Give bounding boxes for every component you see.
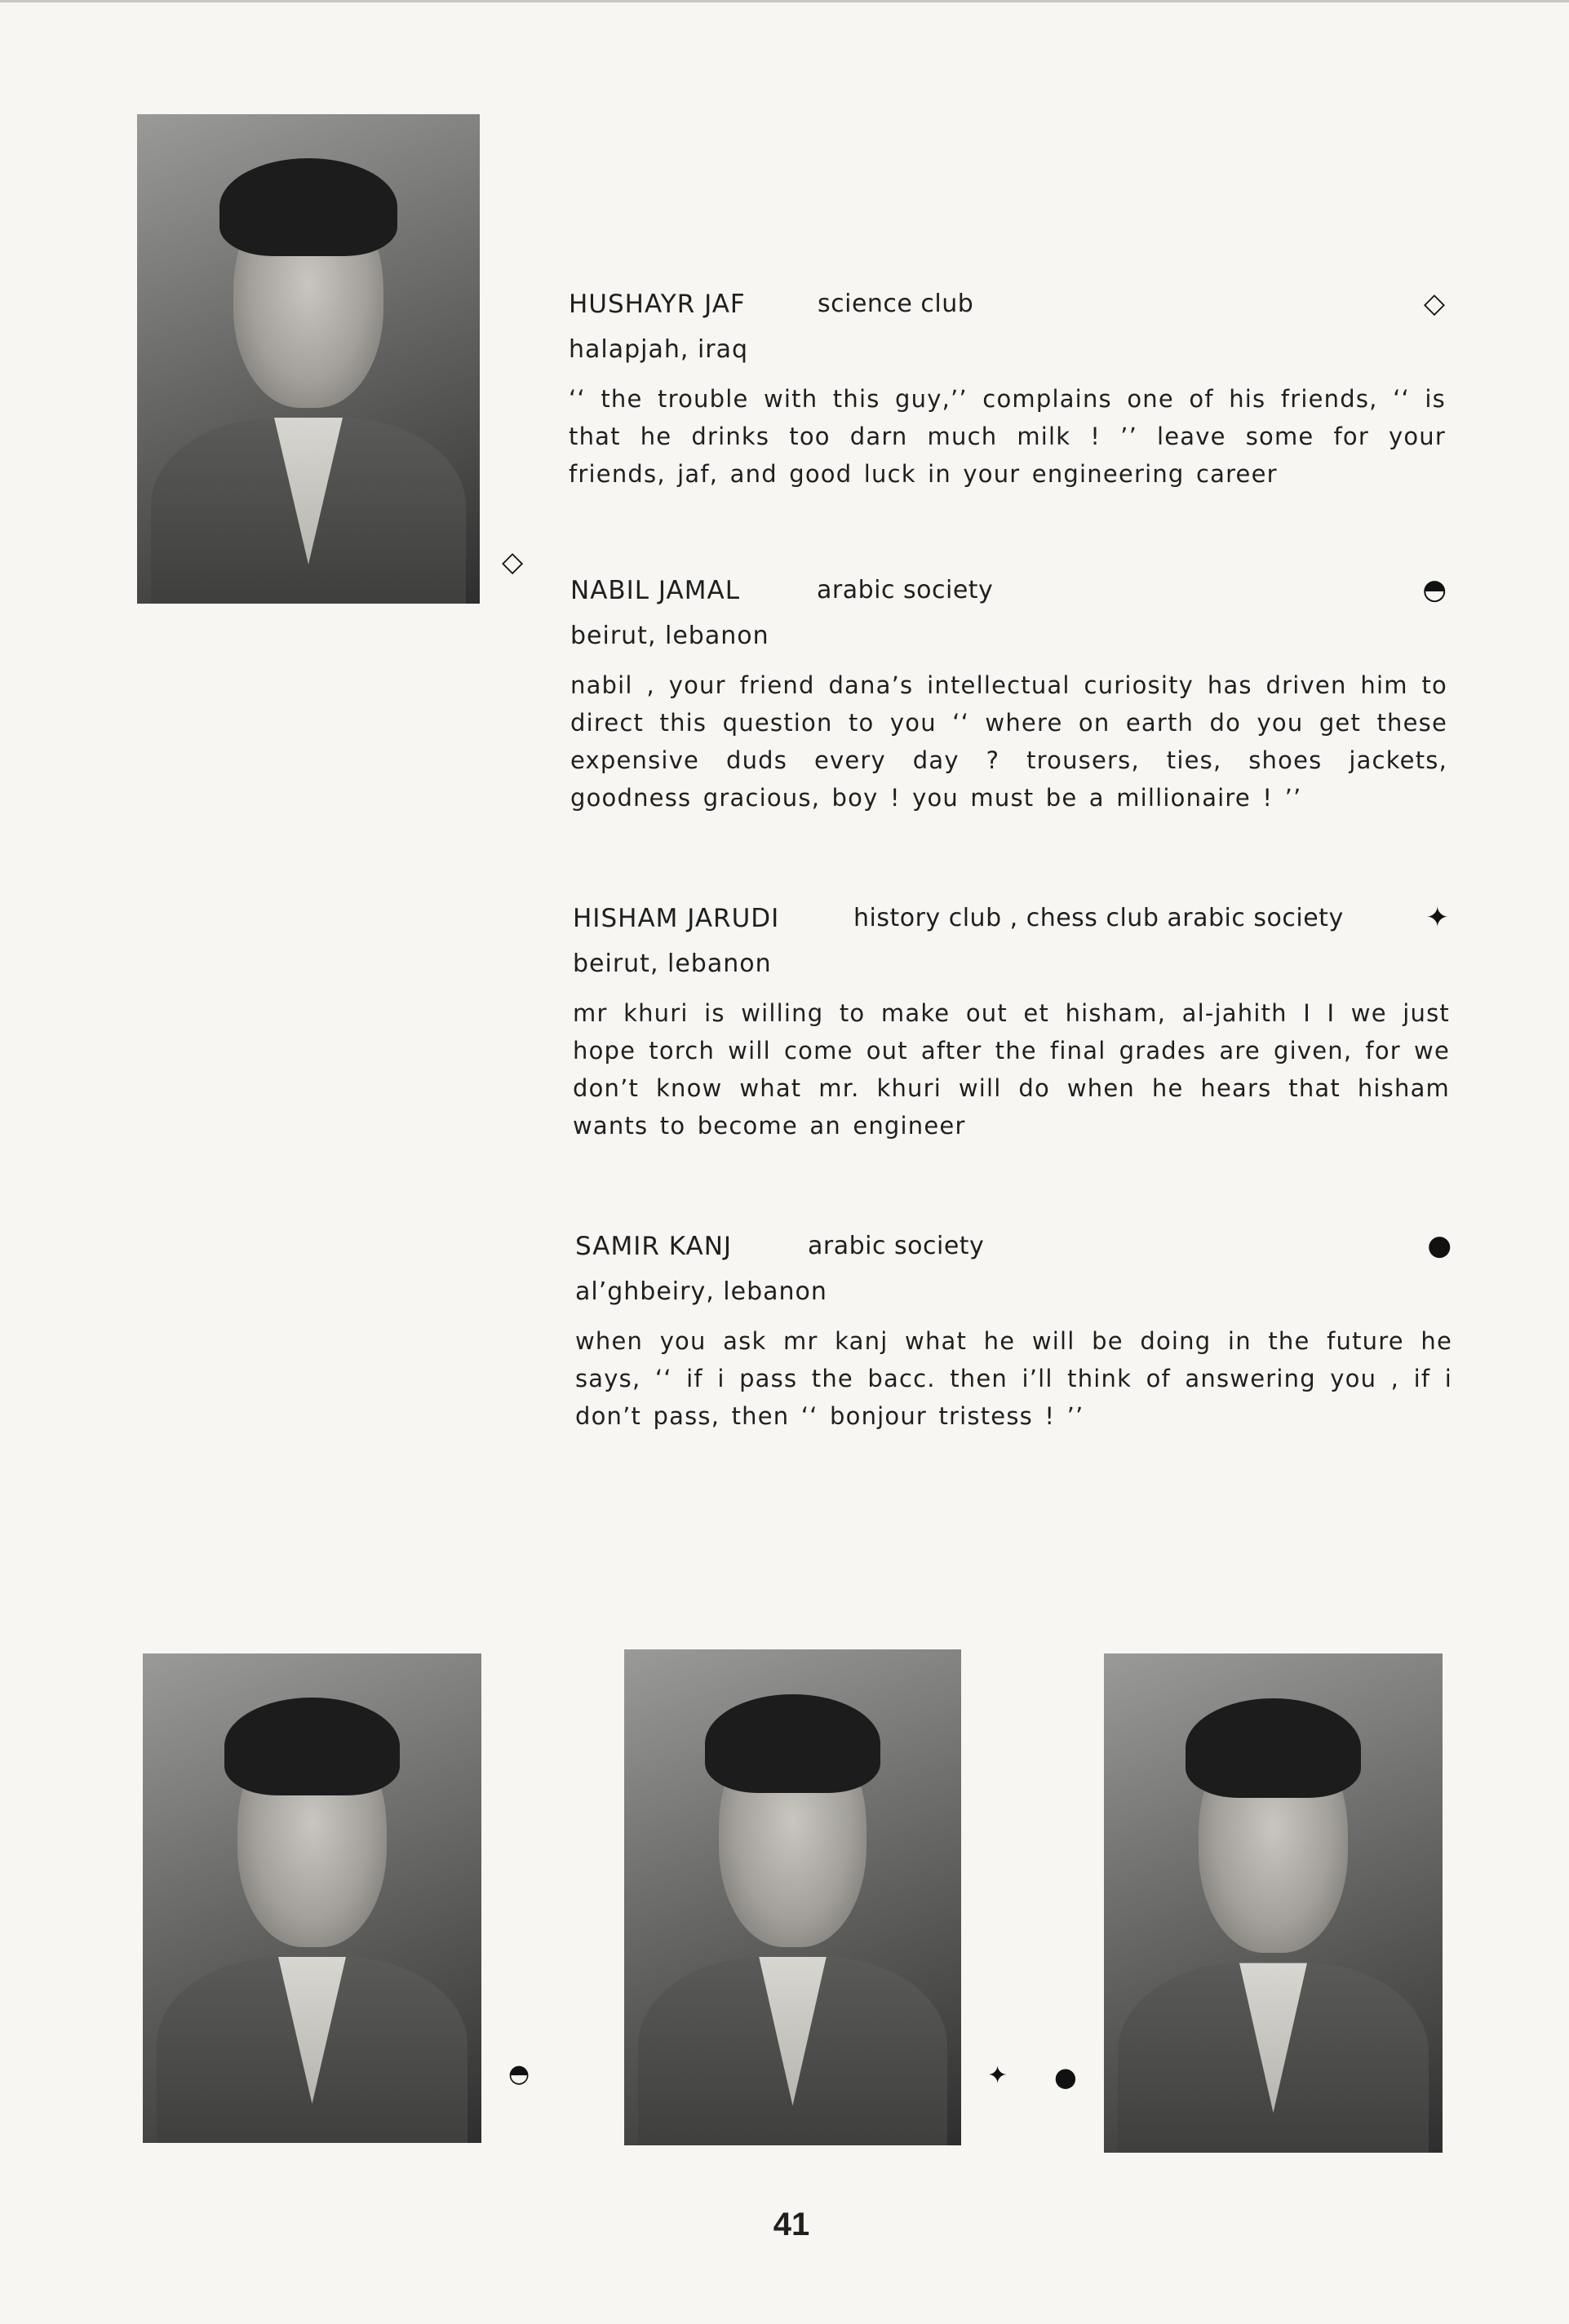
student-name: HUSHAYR JAF [569, 290, 746, 319]
entry-nabil-jamal [570, 573, 1447, 817]
diamond-symbol-icon: ◇ [1423, 287, 1446, 320]
student-clubs: science club [818, 290, 974, 318]
star-symbol-icon: ✦ [1425, 901, 1450, 934]
student-origin: beirut, lebanon [573, 950, 772, 978]
student-blurb: ‘‘ the trouble with this guy,’’ complains one of his friends, ‘‘ is that he drinks too darn much milk ! ’’ leave some for your friends, jaf, and good luck in your engineering career [569, 385, 1446, 488]
entry-hisham-jarudi [573, 901, 1450, 1144]
half-circle-symbol-icon: ◓ [1422, 573, 1447, 606]
portrait-nabil-jamal [143, 1653, 481, 2143]
student-origin: al’ghbeiry, lebanon [575, 1277, 827, 1306]
student-blurb: nabil , your friend dana’s intellectual curiosity has driven him to direct this question to you ‘‘ where on earth do you get these expensive duds every day ? trousers, ties, shoes jackets, goodness gracious, boy ! you must be a millionaire ! ’’ [570, 671, 1447, 812]
diamond-marker-icon: ◇ [502, 546, 524, 578]
portrait-samir-kanj [1104, 1653, 1443, 2153]
entry-samir-kanj [575, 1229, 1452, 1435]
student-clubs: arabic society [808, 1232, 985, 1260]
student-clubs: history club , chess club arabic society [853, 904, 1344, 932]
portrait-hisham-jarudi [624, 1649, 961, 2145]
filled-circle-symbol-icon: ● [1427, 1229, 1452, 1262]
circle-marker-icon: ● [1054, 2061, 1077, 2092]
top-rule [0, 0, 1569, 2]
page-number: 41 [773, 2207, 810, 2242]
entry-hushayr-jaf [569, 287, 1446, 493]
student-name: NABIL JAMAL [570, 576, 740, 605]
student-blurb: mr khuri is willing to make out et hisham, al-jahith I I we just hope torch will come out after the final grades are given, for we don’t know what mr. khuri will do when he hears that hisham wants to become an engineer [573, 999, 1450, 1140]
student-origin: halapjah, iraq [569, 335, 749, 364]
student-blurb: when you ask mr kanj what he will be doing in the future he says, ‘‘ if i pass the bacc. then i’ll think of answering you , if i don’t pass, then ‘‘ bonjour tristess ! ’’ [575, 1327, 1452, 1430]
student-name: HISHAM JARUDI [573, 904, 780, 933]
star-marker-icon: ✦ [987, 2061, 1008, 2090]
student-clubs: arabic society [817, 576, 994, 604]
student-name: SAMIR KANJ [575, 1232, 733, 1261]
student-origin: beirut, lebanon [570, 622, 769, 650]
half-circle-marker-icon: ◓ [508, 2060, 530, 2088]
portrait-hushayr-jaf [137, 114, 480, 604]
